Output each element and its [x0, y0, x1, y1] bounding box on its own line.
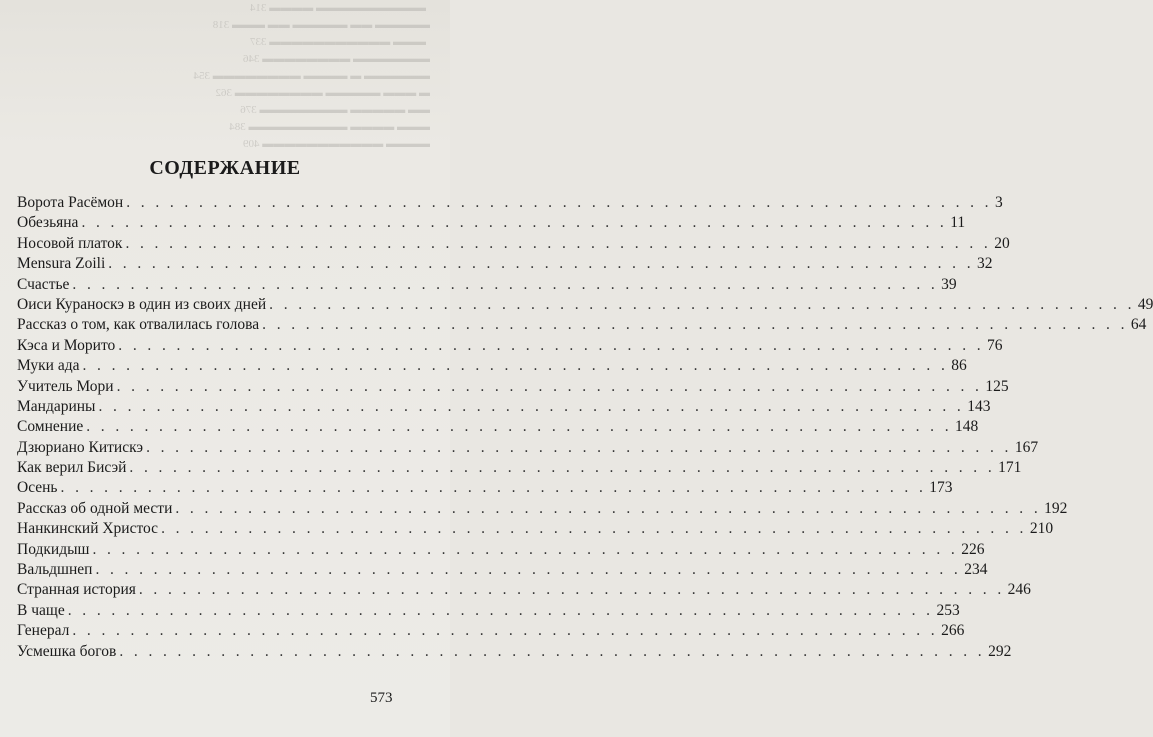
toc-entry-title: Мандарины [17, 397, 96, 415]
toc-entry [17, 499, 1068, 519]
toc-entry-page: 253 [936, 601, 960, 619]
toc-leader-dots [129, 458, 995, 478]
toc-entry-title: Рассказ о том, как отвалилась голова [17, 316, 260, 334]
toc-entry [17, 601, 960, 621]
toc-entry-page: 32 [976, 255, 993, 273]
toc-leader-dots [108, 254, 974, 274]
toc-entry-page: 246 [1007, 581, 1031, 599]
toc-entry [17, 254, 993, 274]
toc-entry-page: 292 [988, 642, 1012, 660]
toc-entry [17, 621, 965, 641]
toc-entry-page: 86 [951, 357, 967, 375]
toc-entry-page: 226 [961, 540, 985, 558]
toc-entry-page: 49 [1137, 295, 1153, 313]
toc-leader-dots [139, 580, 1005, 600]
toc-leader-dots [86, 417, 952, 437]
toc-entry-title: Нанкинский Христос [17, 520, 159, 538]
toc-leader-dots [72, 275, 938, 295]
toc-entry-title: Рассказ об одной мести [17, 499, 173, 517]
toc-entry [17, 377, 1009, 397]
toc-entry-title: Муки ада [17, 357, 80, 375]
toc-entry-page: 39 [941, 275, 957, 293]
table-of-contents [17, 193, 1153, 662]
toc-leader-dots [72, 621, 938, 641]
toc-entry-title: Как верил Бисэй [17, 459, 127, 477]
toc-entry-title: Обезьяна [17, 214, 79, 232]
toc-leader-dots [269, 295, 1135, 315]
toc-leader-dots [61, 478, 927, 498]
toc-entry [17, 275, 957, 295]
toc-leader-dots [98, 397, 964, 417]
toc-leader-dots [83, 356, 949, 376]
toc-entry-page: 148 [954, 418, 979, 436]
toc-entry [17, 336, 1003, 356]
toc-entry-title: Сомнение [17, 418, 84, 436]
toc-entry-page: 76 [987, 336, 1003, 354]
toc-entry-page: 234 [964, 561, 988, 579]
toc-entry-page: 266 [941, 622, 965, 640]
toc-entry-title: Оиси Куранoскэ в один из своих дней [17, 295, 267, 313]
toc-leader-dots [125, 234, 991, 254]
toc-leader-dots [81, 213, 947, 233]
toc-entry [17, 234, 1010, 254]
toc-entry-title: Усмешка богов [17, 642, 117, 660]
toc-entry-title: Вальдшнеп [17, 561, 93, 579]
toc-leader-dots [68, 601, 934, 621]
toc-entry-title: Mensura Zoili [17, 255, 106, 273]
toc-leader-dots [161, 519, 1027, 539]
toc-entry [17, 213, 966, 233]
toc-leader-dots [119, 642, 985, 662]
toc-entry-title: Учитель Мори [17, 377, 114, 395]
bleed-through-text: ▬▬▬▬▬▬▬▬▬▬ ▬▬▬▬ 314 ▬▬▬▬▬ ▬▬ ▬▬▬▬▬ ▬▬ ▬▬▬ 318 ▬▬▬ ▬▬▬▬▬▬▬▬▬▬▬ 337 ▬▬▬▬▬▬▬ ▬▬▬▬▬▬▬▬ 346 ▬▬▬▬▬▬ ▬ ▬▬▬▬ ▬▬▬▬▬▬▬▬ 354 ▬ ▬▬▬ ▬▬▬▬▬ ▬▬▬▬▬▬▬▬ 362 ▬▬ ▬▬▬▬▬ ▬▬▬▬▬▬▬▬ 376 ▬▬▬ ▬▬▬▬ ▬▬▬▬▬▬▬▬▬ 384 ▬▬▬▬ ▬▬▬▬▬▬▬▬▬▬▬ 409 [193, 2, 430, 150]
page-number: 573 [370, 690, 393, 706]
toc-entry-title: В чаще [17, 601, 65, 619]
toc-leader-dots [262, 315, 1128, 335]
toc-entry-page: 125 [985, 377, 1009, 395]
toc-leader-dots [126, 193, 992, 213]
toc-leader-dots [117, 377, 983, 397]
toc-entry [17, 540, 985, 560]
toc-entry-title: Счастье [17, 275, 70, 293]
toc-entry-title: Осень [17, 479, 58, 497]
toc-entry-title: Странная история [17, 581, 136, 599]
toc-entry [17, 478, 953, 498]
toc-entry-page: 192 [1044, 499, 1068, 517]
toc-entry-page: 11 [950, 214, 966, 232]
toc-entry [17, 315, 1147, 335]
toc-entry [17, 519, 1054, 539]
toc-entry-title: Кэса и Морито [17, 336, 116, 354]
toc-entry-page: 167 [1014, 438, 1039, 456]
toc-entry-page: 3 [994, 194, 1003, 211]
toc-entry-page: 173 [929, 479, 953, 497]
toc-leader-dots [92, 540, 958, 560]
toc-entry [17, 438, 1039, 458]
toc-entry [17, 580, 1031, 600]
toc-entry [17, 458, 1022, 478]
toc-entry-title: Ворота Расёмон [17, 194, 124, 211]
toc-entry-page: 210 [1029, 520, 1054, 538]
toc-entry-page: 143 [967, 397, 991, 415]
toc-leader-dots [95, 560, 961, 580]
toc-entry-page: 171 [998, 459, 1022, 477]
toc-entry [17, 356, 967, 376]
toc-entry-page: 20 [994, 234, 1010, 252]
toc-entry-page: 64 [1130, 316, 1147, 334]
toc-entry-title: Носовой платок [17, 234, 123, 252]
toc-entry-title: Генерал [17, 622, 70, 640]
toc-entry [17, 642, 1012, 662]
toc-entry-title: Дзюриано Китискэ [17, 438, 144, 456]
toc-entry [17, 397, 991, 417]
toc-entry [17, 295, 1153, 315]
toc-entry [17, 417, 979, 437]
toc-leader-dots [175, 499, 1041, 519]
page-title: СОДЕРЖАНИЕ [149, 157, 301, 179]
toc-entry-title: Подкидыш [17, 540, 90, 558]
toc-entry [17, 193, 1003, 213]
toc-leader-dots [118, 336, 984, 356]
toc-leader-dots [146, 438, 1012, 458]
toc-entry [17, 560, 988, 580]
